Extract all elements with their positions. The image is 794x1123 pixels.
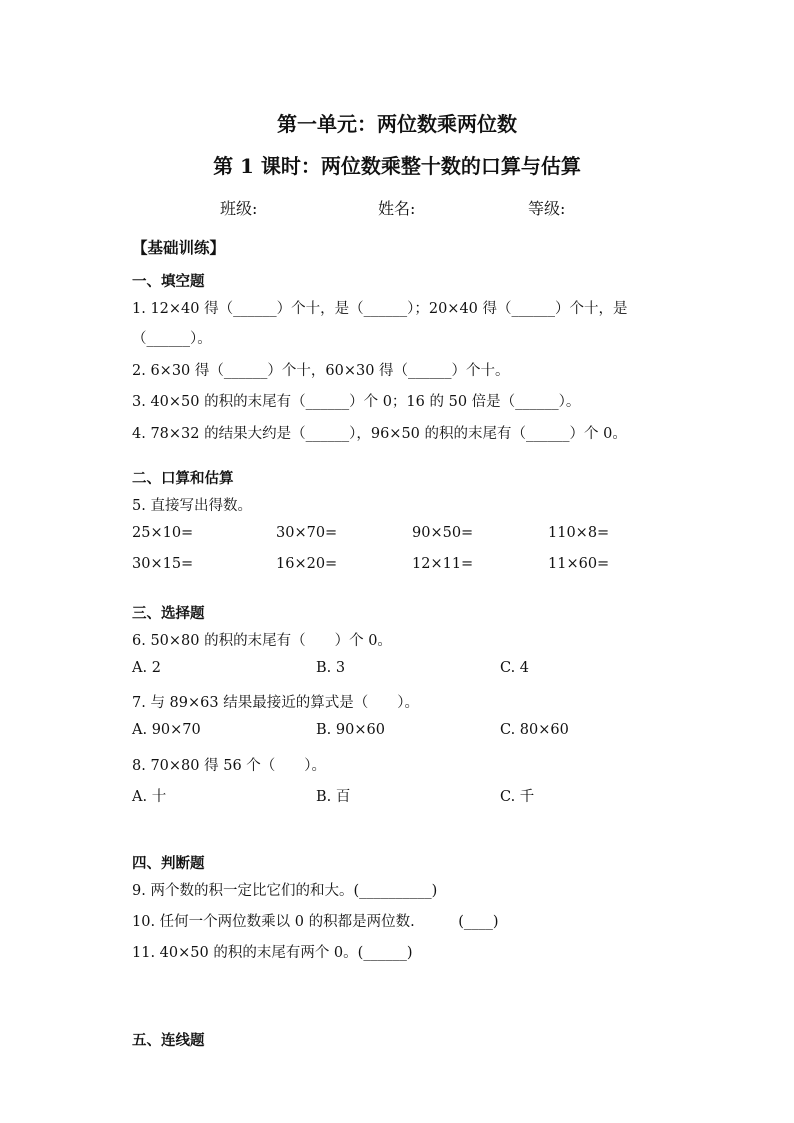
question-line: 1. 12×40 得（______）个十，是（______）；20×40 得（______）个十，是 [132, 301, 628, 317]
choice-option: A. 十 [132, 789, 167, 805]
grade-label: 等级: [528, 199, 566, 218]
section-title-match: 五、连线题 [132, 1032, 205, 1049]
question-line: 8. 70×80 得 56 个（ ）。 [132, 758, 327, 774]
oral-item: 30×15= [132, 556, 194, 572]
section-title-choice: 三、选择题 [132, 605, 205, 622]
section-title-fill: 一、填空题 [132, 273, 205, 290]
question-line: 7. 与 89×63 结果最接近的算式是（ ）。 [132, 695, 419, 711]
oral-item: 90×50= [412, 525, 474, 541]
choice-option: B. 百 [316, 789, 351, 805]
class-label: 班级: [220, 199, 258, 218]
oral-item: 12×11= [412, 556, 474, 572]
question-line: 10. 任何一个两位数乘以 0 的积都是两位数. (____) [132, 914, 499, 930]
choice-option: C. 4 [500, 660, 530, 676]
choice-option: B. 3 [316, 660, 346, 676]
question-line: 11. 40×50 的积的末尾有两个 0。(______) [132, 945, 413, 961]
name-label: 姓名: [378, 199, 416, 218]
oral-item: 16×20= [276, 556, 338, 572]
choice-option: A. 2 [132, 660, 161, 676]
lesson-subtitle: 第 1 课时：两位数乘整十数的口算与估算 [213, 154, 581, 178]
oral-item: 11×60= [548, 556, 610, 572]
oral-item: 30×70= [276, 525, 338, 541]
choice-option: C. 80×60 [500, 722, 569, 738]
question-line: （______）。 [132, 331, 212, 347]
question-line: 4. 78×32 的结果大约是（______），96×50 的积的末尾有（______）个 0。 [132, 426, 627, 442]
question-line: 3. 40×50 的积的末尾有（______）个 0；16 的 50 倍是（______）。 [132, 394, 581, 410]
choice-option: B. 90×60 [316, 722, 385, 738]
choice-option: C. 千 [500, 789, 535, 805]
question-line: 5. 直接写出得数。 [132, 498, 252, 514]
block-title: 【基础训练】 [132, 238, 226, 257]
choice-option: A. 90×70 [132, 722, 201, 738]
question-line: 6. 50×80 的积的末尾有（ ）个 0。 [132, 633, 392, 649]
page-title: 第一单元：两位数乘两位数 [277, 112, 517, 136]
section-title-judge: 四、判断题 [132, 855, 205, 872]
oral-item: 110×8= [548, 525, 610, 541]
section-title-oral: 二、口算和估算 [132, 470, 234, 487]
oral-item: 25×10= [132, 525, 194, 541]
question-line: 9. 两个数的积一定比它们的和大。(__________) [132, 883, 438, 899]
question-line: 2. 6×30 得（______）个十，60×30 得（______）个十。 [132, 363, 510, 379]
